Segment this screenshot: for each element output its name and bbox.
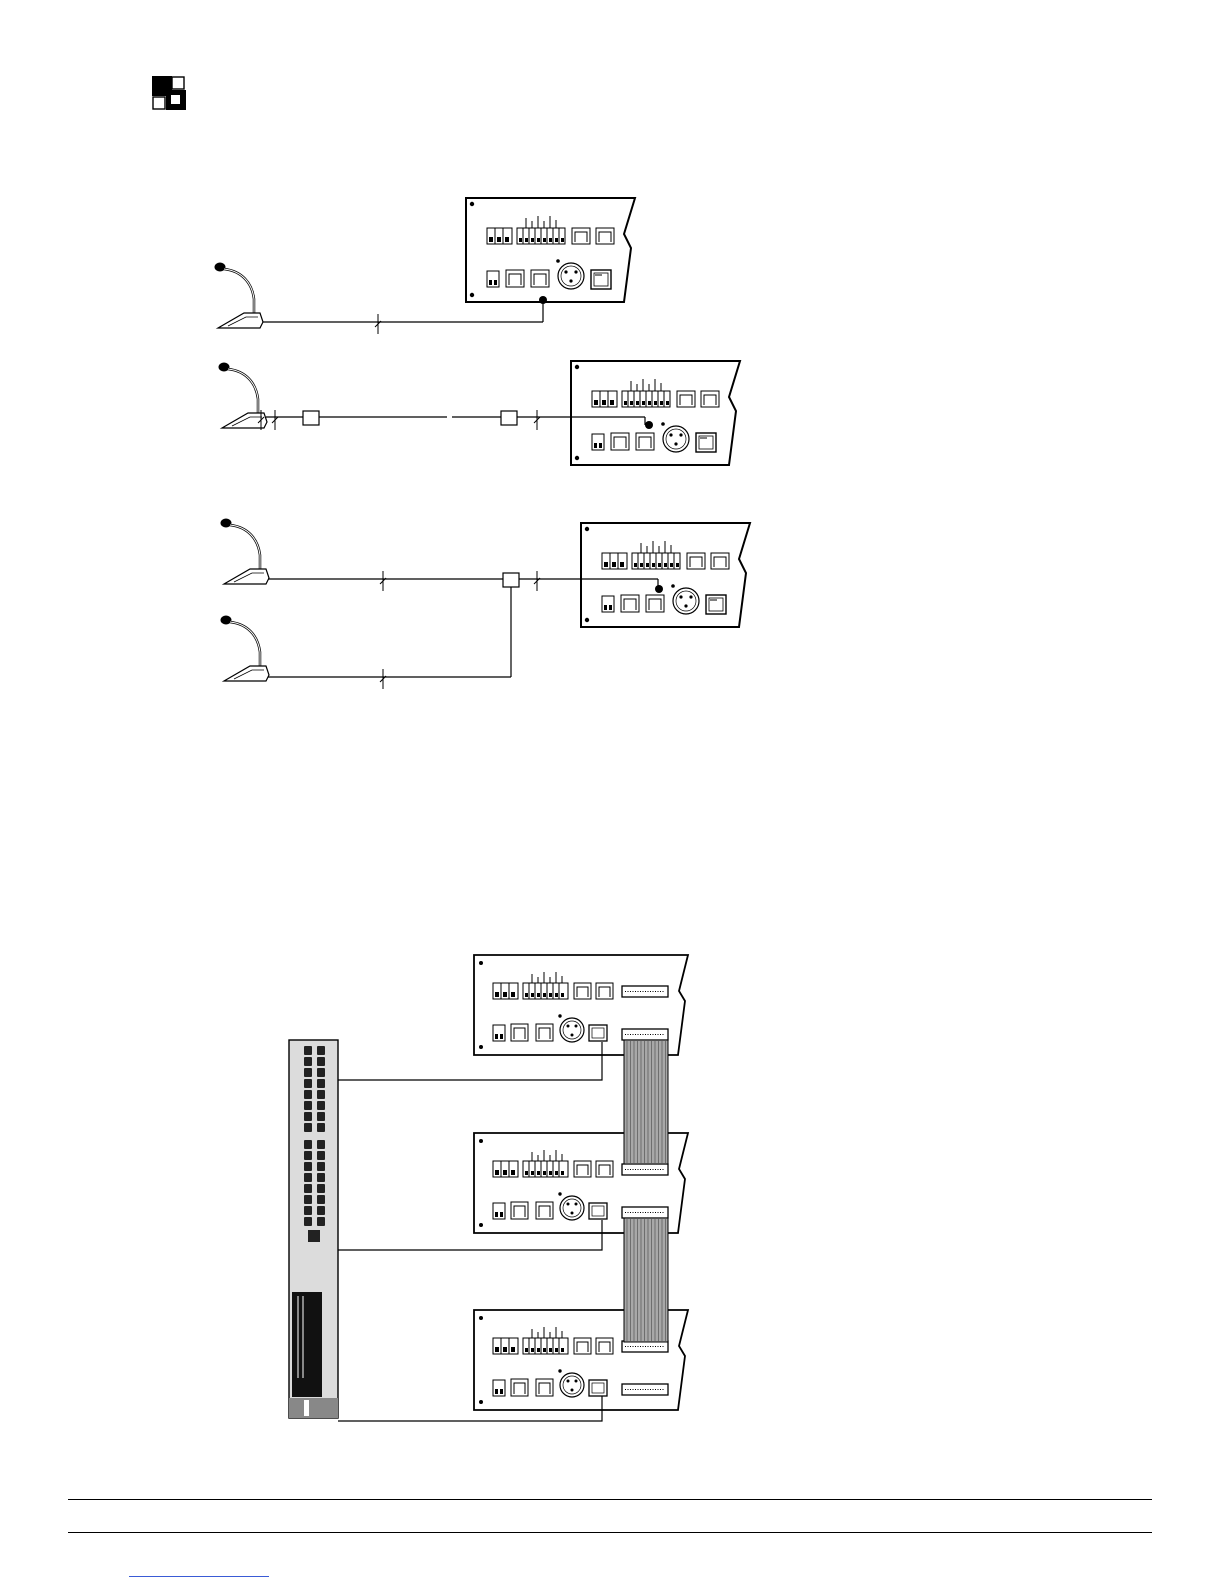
connection-panel: [581, 523, 750, 627]
two-microphones-splitter: [221, 519, 751, 690]
footer-link[interactable]: [129, 1576, 269, 1577]
inline-connector: [303, 411, 319, 425]
single-microphone-direct: [215, 198, 636, 334]
ribbon-cable: [624, 1040, 668, 1164]
ribbon-cable: [624, 1218, 668, 1342]
microphone-icon: [221, 616, 270, 682]
microphone-icon: [221, 519, 270, 585]
microphone-icon: [215, 263, 264, 329]
microphone-icon: [219, 363, 268, 429]
connection-panel: [571, 361, 740, 465]
footer-rule: [68, 1532, 1152, 1533]
single-microphone-extension: [219, 361, 741, 465]
splitter-box: [503, 573, 519, 587]
footer-rule: [68, 1499, 1152, 1500]
inline-connector: [501, 411, 517, 425]
connection-panel: [466, 198, 635, 302]
rack-unit: [289, 1040, 338, 1418]
